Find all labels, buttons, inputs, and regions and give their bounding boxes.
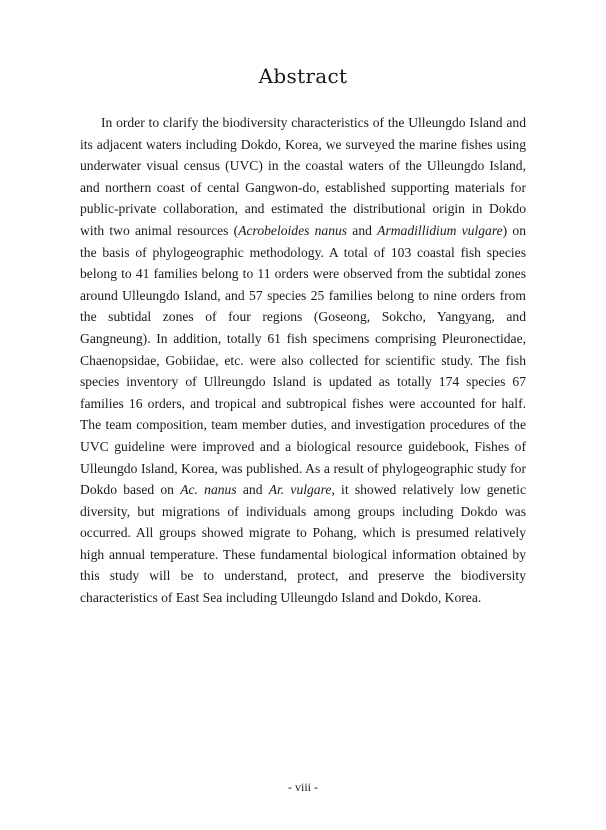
species-name-ar-vulgare: Ar. vulgare [268,482,332,498]
page-number: - viii - [288,780,318,794]
page-title: Abstract [258,64,348,88]
abstract-conjunction-2: and [236,482,269,498]
species-name-armadillidium: Armadillidium vulgare [377,222,503,238]
abstract-paragraph [80,112,526,609]
abstract-conjunction-1: and [347,222,378,238]
abstract-text-part-3: , it showed relatively low genetic diversity, but migrations of individuals among groups including Dokdo was occurred. All groups showed migrate to Pohang, which is presumed relatively high annual temperature. These fundamental biological information obtained by this study will be to understand, protect, and preserve the biodiversity characteristics of East Sea including Ulleungdo Island and Dokdo, Korea. [80,482,526,606]
abstract-text-part-2: ) on the basis of phylogeographic methodology. A total of 103 coastal fish species belong to 41 families belong to 11 orders were observed from the subtidal zones around Ulleungdo Island, and 57 species 25 families belong to nine orders from the subtidal zones of four regions (Goseong, Sokcho, Yangyang, and Gangneung). In addition, totally 61 fish specimens comprising Pleuronectidae, Chaenopsidae, Gobiidae, etc. were also collected for scientific study. The fish species inventory of Ullreungdo Island is updated as totally 174 species 67 families 16 orders, and tropical and subtropical fishes were accounted for half. The team composition, team member duties, and investigation procedures of the UVC guideline were improved and a biological resource guidebook, Fishes of Ulleungdo Island, Korea, was published. As a result of phylogeographic study for Dokdo based on [80,222,526,498]
species-name-acrobeloides: Acrobeloides nanus [238,222,348,238]
species-name-ac-nanus: Ac. nanus [180,482,237,498]
abstract-text-part-1: In order to clarify the biodiversity characteristics of the Ulleungdo Island and its adjacent waters including Dokdo, Korea, we surveyed the marine fishes using underwater visual census (UVC) in the coastal waters of the Ulleungdo Island, and northern coast of cental Gangwon-do, established supporting materials for public-private collaboration, and estimated the distributional origin in Dokdo with two animal resources ( [80,115,526,238]
